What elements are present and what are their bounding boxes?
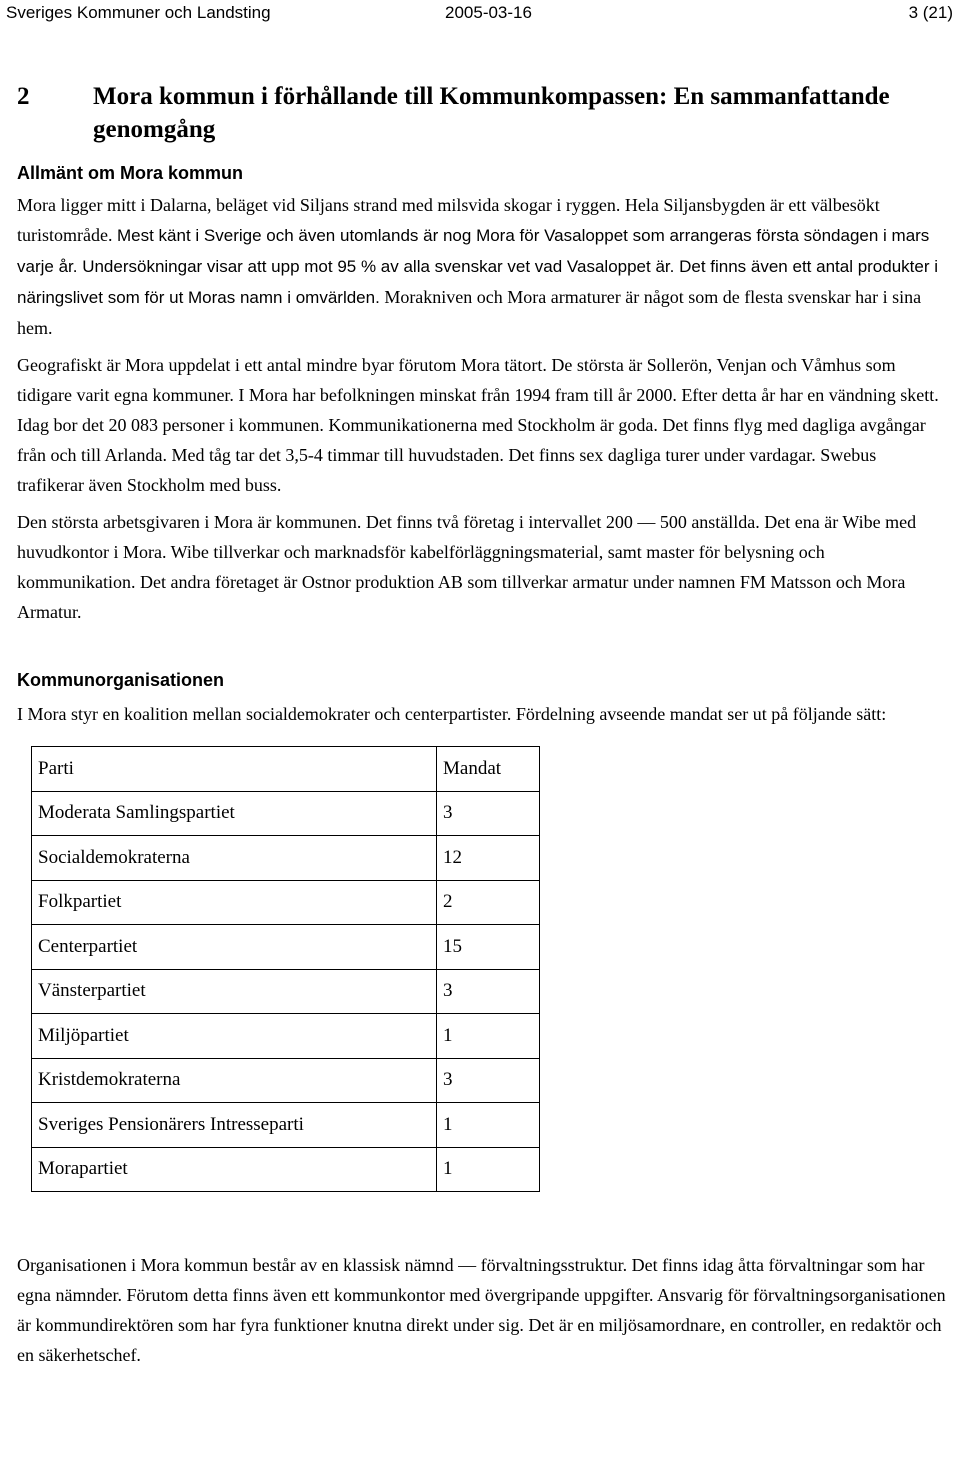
seats-cell: 2 <box>437 880 540 925</box>
table-header-row <box>32 747 540 792</box>
table-header-cell: Parti <box>32 747 437 792</box>
mandate-table <box>31 746 540 1192</box>
seats-cell: 1 <box>437 1147 540 1192</box>
paragraph-organisation: Organisationen i Mora kommun består av en klassisk nämnd — förvaltningsstruktur. Det finns idag åtta förvaltningar som har egna nämnder. Förutom detta finns även ett kommunkontor med övergripande uppgifter. Ansvarig för förvaltningsorganisationen är kommundirektören som har fyra funktioner knutna direkt under sig. Det är en miljösamordnare, en controller, en redaktör och en säkerhetschef. <box>17 1255 946 1365</box>
paragraph-intro-part-a: Mora ligger mitt i Dalarna, beläget vid Siljans strand med milsvida skogar i ryggen. Hela Siljansbygden är ett välbesökt turistområde. <box>17 195 880 245</box>
paragraph-intro-part-c: Morakniven och Mora armaturer är något som de flesta svenskar har i sina hem. <box>17 287 922 338</box>
header-page-number: 3 (21) <box>908 3 953 22</box>
section-title: Mora kommun i förhållande till Kommunkompassen: En sammanfattande genomgång <box>93 83 890 143</box>
seats-cell: 3 <box>437 791 540 836</box>
party-cell: Vänsterpartiet <box>32 969 437 1014</box>
party-cell: Morapartiet <box>32 1147 437 1192</box>
table-row <box>32 791 540 836</box>
table-row <box>32 1014 540 1059</box>
seats-cell: 3 <box>437 969 540 1014</box>
party-cell: Kristdemokraterna <box>32 1058 437 1103</box>
table-row <box>32 1147 540 1192</box>
table-row <box>32 836 540 881</box>
section-heading <box>17 80 947 146</box>
party-cell: Miljöpartiet <box>32 1014 437 1059</box>
table-row <box>32 1103 540 1148</box>
table-row <box>32 969 540 1014</box>
seats-cell: 15 <box>437 925 540 970</box>
party-cell: Folkpartiet <box>32 880 437 925</box>
heading-kommunorganisationen: Kommunorganisationen <box>17 670 225 690</box>
party-cell: Socialdemokraterna <box>32 836 437 881</box>
party-cell: Centerpartiet <box>32 925 437 970</box>
party-cell: Moderata Samlingspartiet <box>32 791 437 836</box>
paragraph-geography: Geografiskt är Mora uppdelat i ett antal mindre byar förutom Mora tätort. De största är Sollerön, Venjan och Våmhus som tidigare varit egna kommuner. I Mora har befolkningen minskat från 1994 fram till år 2000. Efter detta år har en vändning skett. Idag bor det 20 083 personer i kommunen. Kommunikationerna med Stockholm är goda. Det finns flyg med dagliga avgångar från och till Arlanda. Med tåg tar det 3,5-4 timmar till huvudstaden. Det finns sex dagliga turer under vardagar. Swebus trafikerar även Stockholm med buss. <box>17 355 939 495</box>
paragraph-employers: Den största arbetsgivaren i Mora är kommunen. Det finns två företag i intervallet 200 — 500 anställda. Det ena är Wibe med huvudkontor i Mora. Wibe tillverkar och marknadsför kabelförläggningsmaterial, samt master för belysning och kommunikation. Det andra företaget är Ostnor produktion AB som tillverkar armatur under namnen FM Matsson och Mora Armatur. <box>17 512 917 622</box>
table-row <box>32 925 540 970</box>
table-row <box>32 880 540 925</box>
document-body <box>17 80 947 1377</box>
table-header-cell: Mandat <box>437 747 540 792</box>
seats-cell: 1 <box>437 1103 540 1148</box>
heading-allmant: Allmänt om Mora kommun <box>17 163 244 183</box>
seats-cell: 3 <box>437 1058 540 1103</box>
section-number: 2 <box>17 83 30 110</box>
party-cell: Sveriges Pensionärers Intresseparti <box>32 1103 437 1148</box>
page-header <box>0 0 960 28</box>
seats-cell: 12 <box>437 836 540 881</box>
header-date: 2005-03-16 <box>445 3 532 22</box>
paragraph-coalition: I Mora styr en koalition mellan socialdemokrater och centerpartister. Fördelning avseende mandat ser ut på följande sätt: <box>17 704 887 724</box>
header-organization: Sveriges Kommuner och Landsting <box>6 3 271 22</box>
table-row <box>32 1058 540 1103</box>
paragraph-intro <box>17 190 947 343</box>
seats-cell: 1 <box>437 1014 540 1059</box>
paragraph-intro-part-b: Mest känt i Sverige och även utomlands är nog Mora för Vasaloppet som arrangeras första söndagen i mars varje år. Undersökningar visar att upp mot 95 % av alla svenskar vet vad Vasaloppet är. Det finns även ett antal produkter i näringslivet som för ut Moras namn i omvärlden. <box>17 226 939 307</box>
